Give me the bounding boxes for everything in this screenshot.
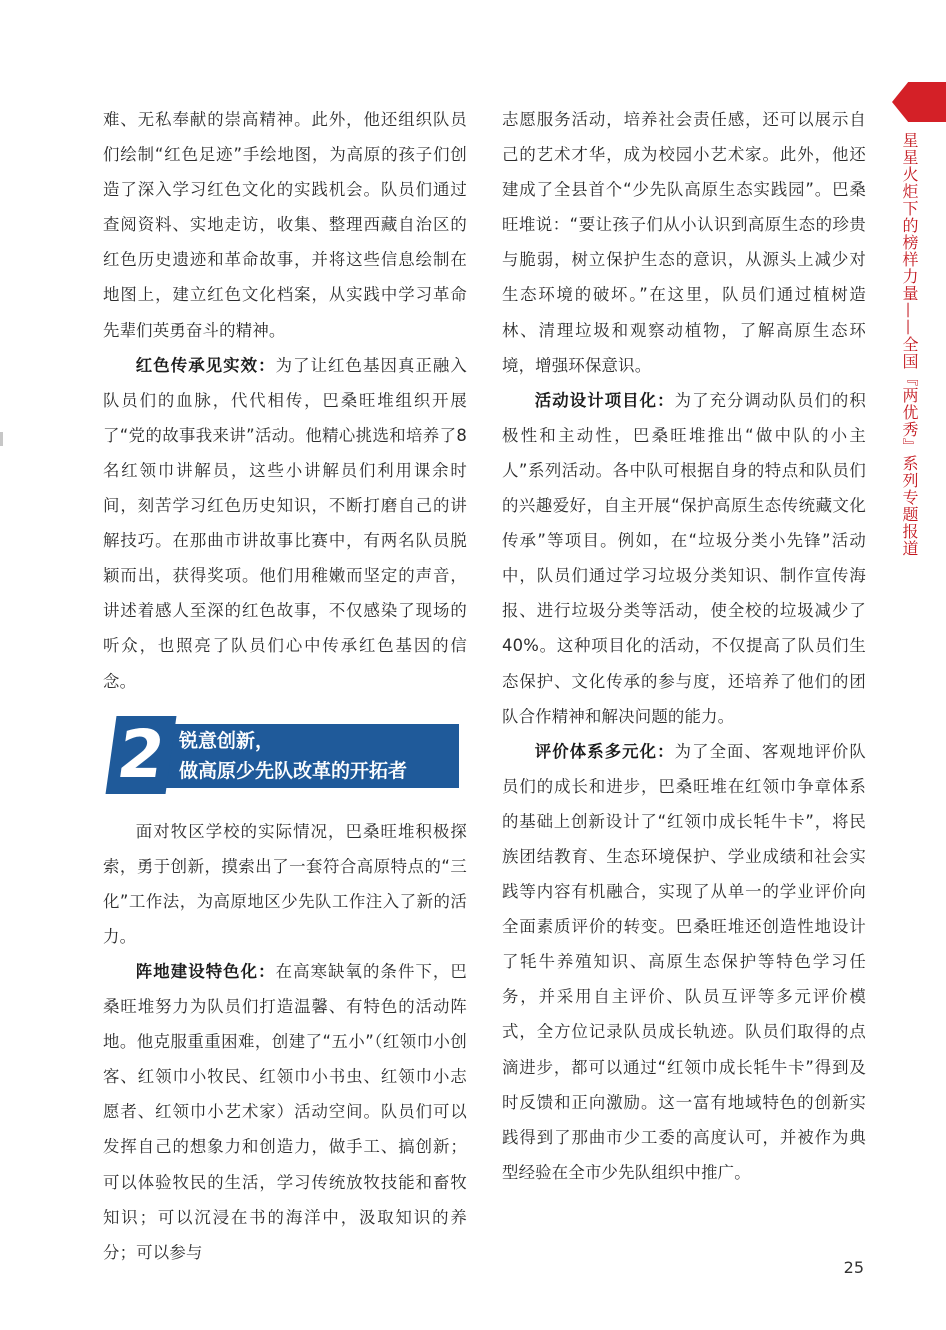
left-paragraph-red-heritage	[103, 348, 467, 699]
right-paragraph-evaluation	[502, 734, 866, 1190]
right-paragraph-1: 志愿服务活动，培养社会责任感，还可以展示自己的艺术才华，成为校园小艺术家。此外，他还建成了全县首个“少先队高原生态实践园”。巴桑旺堆说：“要让孩子们从小认识到高原生态的珍贵与脆弱，树立保护生态的意识，从源头上减少对生态环境的破坏。”在这里，队员们通过植树造林、清理垃圾和观察动植物，了解高原生态环境，增强环保意识。	[502, 110, 866, 375]
margin-mark	[0, 432, 3, 446]
series-side-label: 星星火炬下的榜样力量——全国『两优秀』系列专题报道	[900, 132, 919, 557]
page-number: 25	[843, 1258, 864, 1277]
right-column	[502, 102, 866, 1190]
lead-project-design: 活动设计项目化：	[534, 390, 675, 410]
lead-position-building: 阵地建设特色化：	[135, 961, 276, 981]
text-project-design: 为了充分调动队员们的积极性和主动性，巴桑旺堆推出“做中队的小主人”系列活动。各中队可根据自身的特点和队员们的兴趣爱好，自主开展“保护高原生态传统藏文化传承”等项目。例如，在“垃圾分类小先锋”活动中，队员们通过学习垃圾分类知识、制作宣传海报、进行垃圾分类等活动，使全校的垃圾减少了40%。这种项目化的活动，不仅提高了队员们生态保护、文化传承的参与度，还培养了他们的团队合作精神和解决问题的能力。	[502, 390, 866, 726]
left-paragraph-1: 难、无私奉献的崇高精神。此外，他还组织队员们绘制“红色足迹”手绘地图，为高原的孩子们创造了深入学习红色文化的实践机会。队员们通过查阅资料、实地走访，收集、整理西藏自治区的红色历史遗迹和革命故事，并将这些信息绘制在地图上，建立红色文化档案，从实践中学习革命先辈们英勇奋斗的精神。	[103, 110, 467, 340]
section-title-line-2: 做高原少先队改革的开拓者	[179, 759, 408, 782]
section-title-line-1: 锐意创新，	[179, 729, 275, 752]
lead-red-heritage: 红色传承见实效：	[135, 355, 276, 375]
section-heading	[103, 716, 467, 794]
right-paragraph-project-design	[502, 383, 866, 734]
text-position-building: 在高寒缺氧的条件下，巴桑旺堆努力为队员们打造温馨、有特色的活动阵地。他克服重重困难，创建了“五小”（红领巾小创客、红领巾小牧民、红领巾小书虫、红领巾小志愿者、红领巾小艺术家）活动空间。队员们可以发挥自己的想象力和创造力，做手工、搞创新；可以体验牧民的生活，学习传统放牧技能和畜牧知识；可以沉浸在书的海洋中，汲取知识的养分；可以参与	[103, 961, 467, 1262]
text-evaluation: 为了全面、客观地评价队员们的成长和进步，巴桑旺堆在红领巾争章体系的基础上创新设计了“红领巾成长牦牛卡”，将民族团结教育、生态环境保护、学业成绩和社会实践等内容有机融合，实现了从单一的学业评价向全面素质评价的转变。巴桑旺堆还创造性地设计了牦牛养殖知识、高原生态保护等特色学习任务，并采用自主评价、队员互评等多元评价模式，全方位记录队员成长轨迹。队员们取得的点滴进步，都可以通过“红领巾成长牦牛卡”得到及时反馈和正向激励。这一富有地域特色的创新实践得到了那曲市少工委的高度认可，并被作为典型经验在全市少先队组织中推广。	[502, 741, 866, 1182]
left-paragraph-intro: 面对牧区学校的实际情况，巴桑旺堆积极探索，勇于创新，摸索出了一套符合高原特点的“三化”工作法，为高原地区少先队工作注入了新的活力。	[103, 821, 467, 946]
left-column	[103, 102, 467, 1270]
side-red-tab	[892, 82, 946, 122]
section-title	[179, 726, 407, 786]
text-red-heritage: 为了让红色基因真正融入队员们的血脉，代代相传，巴桑旺堆组织开展了“党的故事我来讲”活动。他精心挑选和培养了8名红领巾讲解员，这些小讲解员们利用课余时间，刻苦学习红色历史知识，不断打磨自己的讲解技巧。在那曲市讲故事比赛中，有两名队员脱颖而出，获得奖项。他们用稚嫩而坚定的声音，讲述着感人至深的红色故事，不仅感染了现场的听众，也照亮了队员们心中传承红色基因的信念。	[103, 355, 467, 691]
left-paragraph-position-building	[103, 954, 467, 1270]
lead-evaluation: 评价体系多元化：	[534, 741, 675, 761]
section-number: 2	[106, 716, 177, 794]
